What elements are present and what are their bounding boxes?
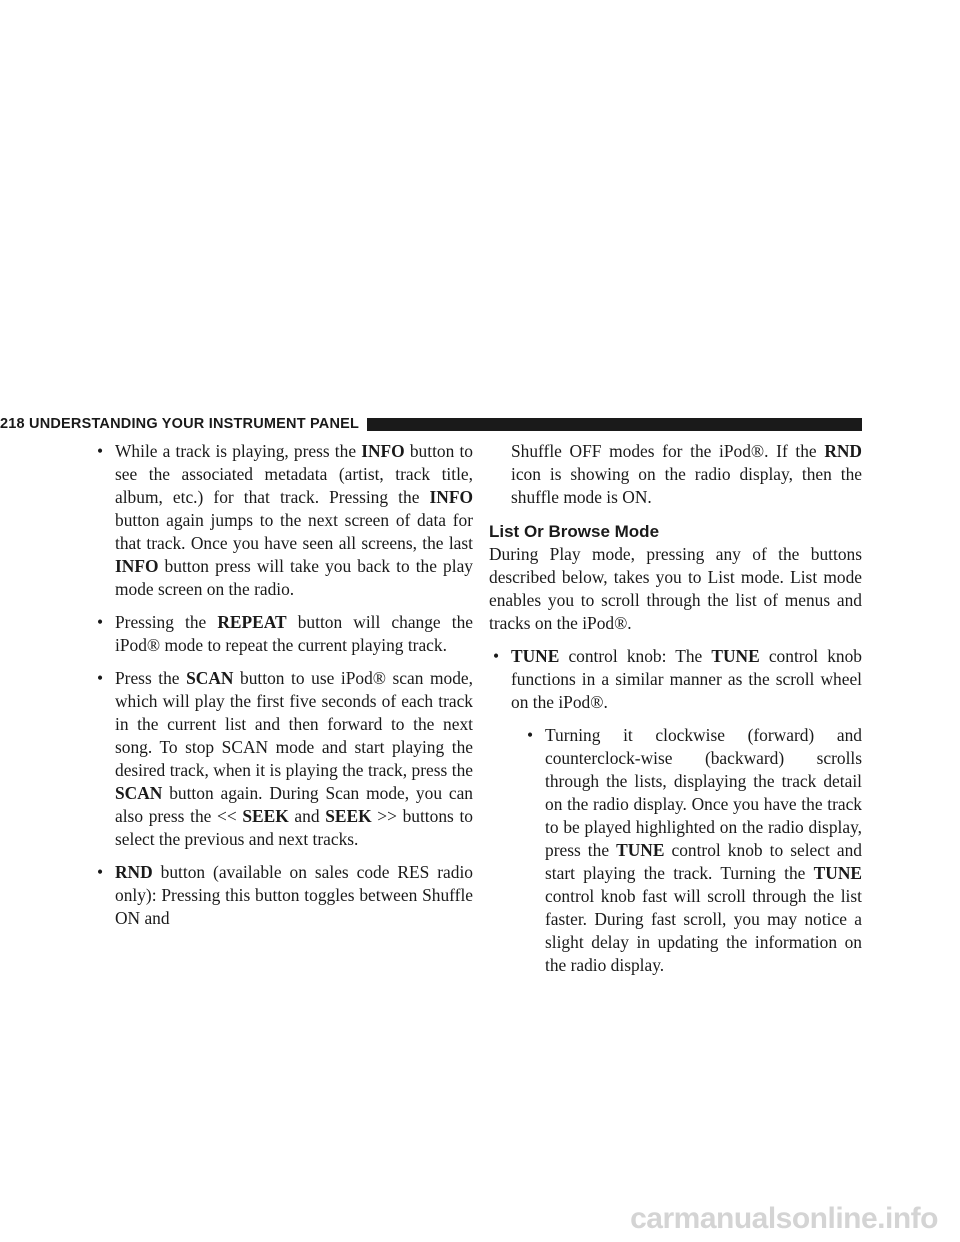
right-column bbox=[489, 440, 862, 987]
keyword-repeat: REPEAT bbox=[217, 612, 287, 632]
text: button will change the iPod® mode to repeat the current playing track. bbox=[115, 612, 473, 655]
text: While a track is playing, press the bbox=[115, 441, 362, 461]
bullet-rnd-continued bbox=[489, 440, 862, 509]
text: icon is showing on the radio display, then the shuffle mode is ON. bbox=[511, 464, 862, 507]
bullet-scan-button bbox=[93, 667, 473, 851]
keyword-info: INFO bbox=[115, 556, 159, 576]
text: button press will take you back to the play mode screen on the radio. bbox=[115, 556, 473, 599]
sub-bullet-turning-knob bbox=[489, 724, 862, 977]
text: control knob functions in a similar manner as the scroll wheel on the iPod®. bbox=[511, 646, 862, 712]
keyword-rnd: RND bbox=[824, 441, 862, 461]
page-header bbox=[0, 415, 862, 433]
keyword-scan: SCAN bbox=[186, 668, 234, 688]
text: button again jumps to the next screen of data for that track. Once you have seen all screens, the last bbox=[115, 510, 473, 553]
keyword-scan: SCAN bbox=[115, 783, 163, 803]
text: control knob fast will scroll through the list faster. During fast scroll, you may notice a slight delay in updating the information on the radio display. bbox=[545, 886, 862, 975]
keyword-tune: TUNE bbox=[616, 840, 665, 860]
bullet-marker: • bbox=[527, 725, 534, 745]
keyword-seek: SEEK bbox=[242, 806, 289, 826]
keyword-rnd: RND bbox=[115, 862, 153, 882]
bullet-marker: • bbox=[493, 646, 500, 666]
text: Shuffle OFF modes for the iPod®. If the bbox=[511, 441, 825, 461]
watermark: carmanualsonline.info bbox=[630, 1202, 938, 1235]
keyword-tune: TUNE bbox=[813, 863, 862, 883]
text: Press the bbox=[115, 668, 187, 688]
text: >> buttons to select the previous and next tracks. bbox=[115, 806, 473, 849]
header-rule bbox=[367, 418, 862, 431]
bullet-marker: • bbox=[97, 612, 104, 632]
bullet-repeat-button bbox=[93, 611, 473, 657]
text: button to use iPod® scan mode, which will play the first five seconds of each track in the current list and then forward to the next song. To stop SCAN mode and start playing the desired track, when it is playing the track, press the bbox=[115, 668, 473, 780]
bullet-info-button bbox=[93, 440, 473, 601]
bullet-marker: • bbox=[97, 441, 104, 461]
text: button to see the associated metadata (artist, track title, album, etc.) for that track. Pressing the bbox=[115, 441, 474, 507]
bullet-rnd-button bbox=[93, 861, 473, 930]
text: and bbox=[288, 806, 326, 826]
left-column bbox=[93, 440, 473, 940]
bullet-tune-knob bbox=[489, 645, 862, 714]
keyword-info: INFO bbox=[429, 487, 473, 507]
text: control knob to select and start playing the track. Turning the bbox=[545, 840, 862, 883]
text: Pressing the bbox=[115, 612, 218, 632]
section-heading: List Or Browse Mode bbox=[489, 522, 660, 541]
keyword-tune: TUNE bbox=[511, 646, 560, 666]
text: control knob: The bbox=[559, 646, 712, 666]
text: button again. During Scan mode, you can also press the << bbox=[115, 783, 473, 826]
keyword-info: INFO bbox=[361, 441, 405, 461]
keyword-seek: SEEK bbox=[325, 806, 372, 826]
bullet-marker: • bbox=[97, 862, 104, 882]
text: button (available on sales code RES radio only): Pressing this button toggles between Shuffle ON and bbox=[115, 862, 473, 928]
page-number-and-section: 218 UNDERSTANDING YOUR INSTRUMENT PANEL bbox=[0, 416, 360, 432]
keyword-tune: TUNE bbox=[711, 646, 760, 666]
intro-paragraph: During Play mode, pressing any of the buttons described below, takes you to List mode. List mode enables you to scroll through the list of menus and tracks on the iPod®. bbox=[489, 544, 862, 633]
bullet-marker: • bbox=[97, 668, 104, 688]
text: Turning it clockwise (forward) and counterclock-wise (backward) scrolls through the lists, displaying the track detail on the radio display. Once you have the track to be played highlighted on the radio display, press the bbox=[545, 725, 862, 860]
